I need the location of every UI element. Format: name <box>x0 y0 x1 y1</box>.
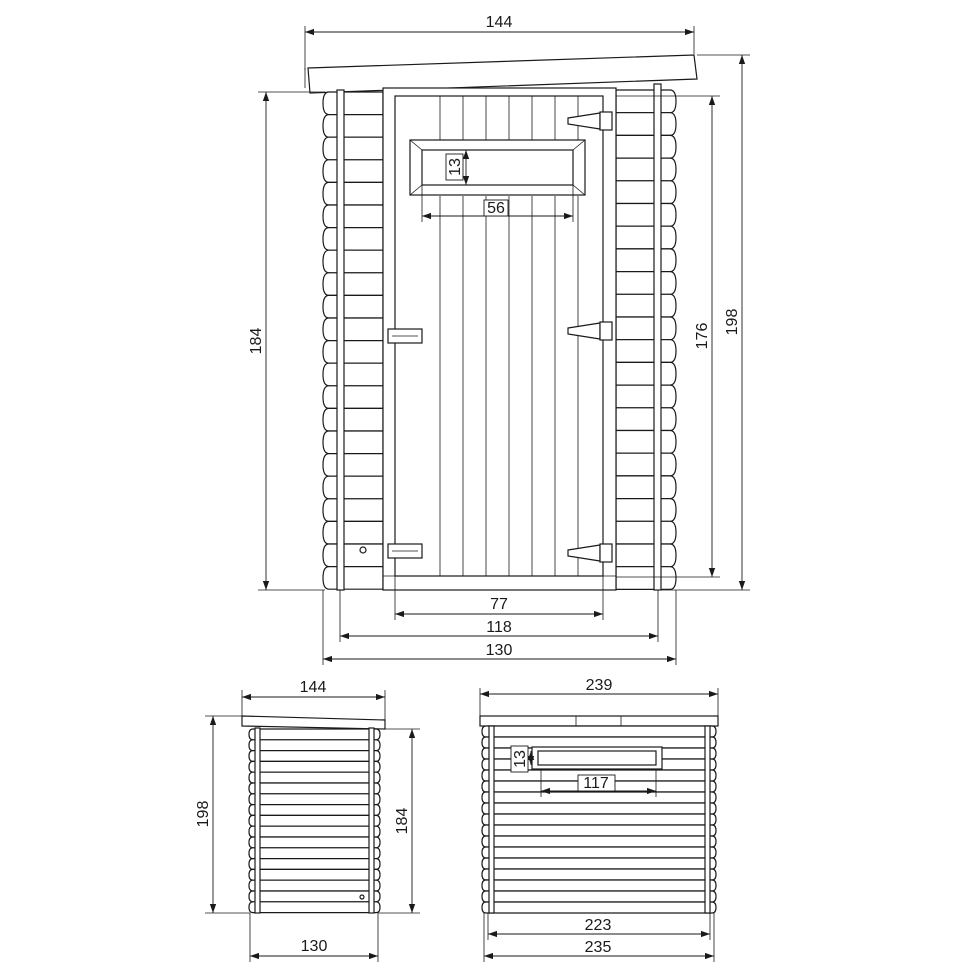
side-view <box>195 679 420 962</box>
log-course <box>249 772 380 783</box>
log-course <box>616 204 676 227</box>
back-window <box>532 747 662 769</box>
front-left-wall <box>323 92 383 589</box>
log-course <box>616 499 676 522</box>
log-course <box>249 837 380 848</box>
side-knob-icon <box>360 895 364 899</box>
log-course <box>323 341 383 364</box>
log-course <box>482 836 716 847</box>
dim-outer-width: 130 <box>485 642 513 659</box>
dim-roof-width: 144 <box>485 14 513 31</box>
log-course <box>249 902 380 913</box>
latch-icon <box>388 544 422 558</box>
side-roof <box>242 716 385 729</box>
log-course <box>323 137 383 160</box>
log-course <box>323 228 383 251</box>
log-course <box>482 825 716 836</box>
log-course <box>616 431 676 454</box>
log-course <box>323 318 383 341</box>
dim-total-height: 198 <box>724 308 741 336</box>
log-course <box>616 135 676 158</box>
log-course <box>249 826 380 837</box>
front-roof <box>308 55 697 93</box>
log-course <box>323 295 383 318</box>
log-course <box>616 90 676 113</box>
log-course <box>249 848 380 859</box>
log-course <box>482 869 716 880</box>
log-course <box>616 181 676 204</box>
log-course <box>482 891 716 902</box>
side-left-post <box>255 728 260 913</box>
log-course <box>616 226 676 249</box>
side-dim-wall-height: 184 <box>394 807 411 835</box>
log-course <box>323 454 383 477</box>
log-course <box>482 902 716 913</box>
log-course <box>616 408 676 431</box>
back-right-post <box>705 726 710 913</box>
dim-door-width: 77 <box>490 596 508 613</box>
log-course <box>616 249 676 272</box>
dim-window-height: 13 <box>447 158 464 176</box>
front-window <box>410 140 585 195</box>
log-course <box>323 499 383 522</box>
side-dim-base-width: 130 <box>300 938 328 955</box>
back-roof <box>480 716 718 726</box>
log-course <box>249 815 380 826</box>
log-course <box>482 726 716 737</box>
log-course <box>323 250 383 273</box>
back-left-post <box>489 726 494 913</box>
log-course <box>323 115 383 138</box>
log-course <box>249 805 380 816</box>
log-course <box>616 113 676 136</box>
log-course <box>616 567 676 590</box>
log-course <box>616 340 676 363</box>
log-course <box>323 160 383 183</box>
log-course <box>249 794 380 805</box>
log-course <box>249 761 380 772</box>
log-course <box>616 272 676 295</box>
side-dim-total-height: 198 <box>195 800 212 828</box>
log-course <box>482 847 716 858</box>
dim-window-width: 56 <box>487 200 505 217</box>
log-course <box>482 814 716 825</box>
log-course <box>616 453 676 476</box>
front-left-corner-post <box>337 90 344 590</box>
log-course <box>616 385 676 408</box>
log-course <box>323 431 383 454</box>
side-dim-roof-width: 144 <box>299 679 327 696</box>
log-course <box>482 858 716 869</box>
log-course <box>323 363 383 386</box>
front-right-corner-post <box>654 84 661 590</box>
log-course <box>616 294 676 317</box>
back-view <box>480 677 718 962</box>
log-course <box>323 476 383 499</box>
log-course <box>249 751 380 762</box>
log-course <box>482 803 716 814</box>
side-right-post <box>369 728 374 913</box>
log-course <box>323 182 383 205</box>
log-course <box>616 476 676 499</box>
log-course <box>323 521 383 544</box>
front-right-wall <box>616 90 676 589</box>
log-course <box>249 869 380 880</box>
log-course <box>323 408 383 431</box>
back-dim-window-height: 13 <box>512 750 529 768</box>
latch-icon <box>388 329 422 343</box>
front-view <box>248 14 750 665</box>
log-course <box>616 362 676 385</box>
log-course <box>249 783 380 794</box>
log-course <box>616 521 676 544</box>
back-dim-inner-length: 223 <box>584 917 612 934</box>
log-course <box>249 729 380 740</box>
dim-inner-width: 118 <box>486 619 512 636</box>
back-dim-outer-length: 235 <box>584 939 612 956</box>
log-course <box>249 880 380 891</box>
log-course <box>323 567 383 590</box>
log-course <box>249 859 380 870</box>
back-dim-window-width: 117 <box>583 775 609 792</box>
back-dim-roof-length: 239 <box>585 677 613 694</box>
log-course <box>249 740 380 751</box>
lock-knob-icon <box>360 547 366 553</box>
log-course <box>482 880 716 891</box>
log-course <box>482 792 716 803</box>
log-course <box>323 92 383 115</box>
log-course <box>323 273 383 296</box>
side-wall-logs <box>249 729 380 913</box>
log-course <box>616 544 676 567</box>
log-course <box>323 386 383 409</box>
log-course <box>323 205 383 228</box>
dim-door-height: 176 <box>694 322 711 350</box>
log-course <box>323 544 383 567</box>
log-course <box>616 158 676 181</box>
log-course <box>616 317 676 340</box>
dim-wall-height: 184 <box>248 327 265 355</box>
